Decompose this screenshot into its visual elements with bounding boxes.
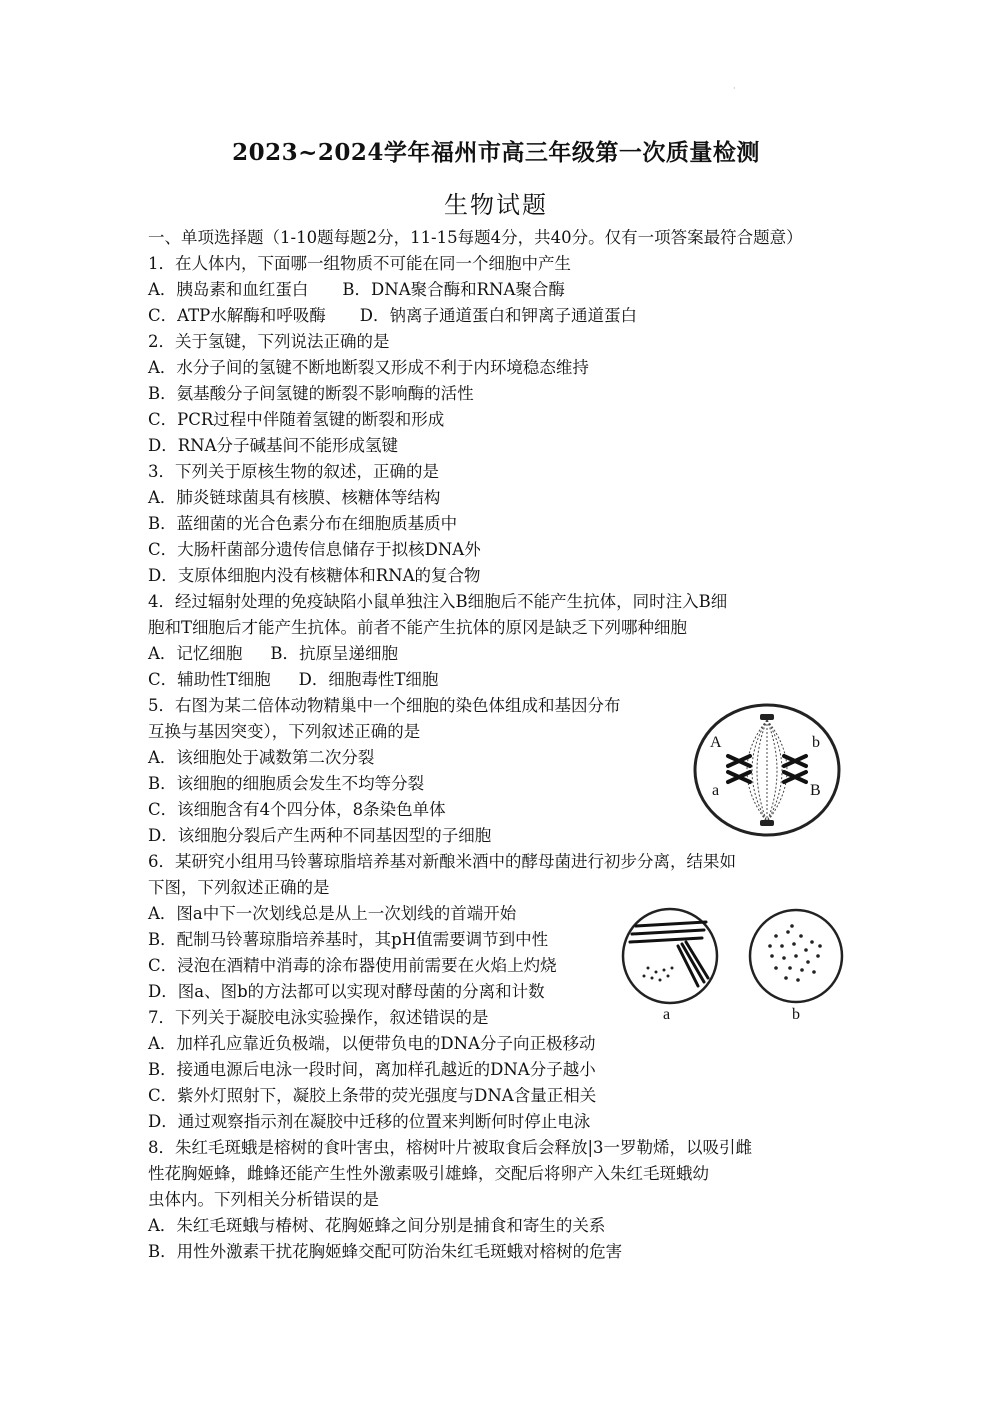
gene-label-B: B <box>810 782 821 799</box>
gene-label-a: a <box>712 782 720 799</box>
q4-options-cd <box>148 669 438 691</box>
q5-stem-line2: 互换与基因突变），下列叙述正确的是 <box>148 722 421 741</box>
q2-option-d: D．RNA分子碱基间不能形成氢键 <box>148 436 399 455</box>
q5-option-d: D．该细胞分裂后产生两种不同基因型的子细胞 <box>148 826 492 845</box>
q1-option-c: C．ATP水解酶和呼吸酶 <box>148 306 326 325</box>
q6-stem-line2: 下图，下列叙述正确的是 <box>148 878 330 897</box>
spread-plate-figure <box>746 906 846 1006</box>
q3-option-d: D．支原体细胞内没有核糖体和RNA的复合物 <box>148 566 481 585</box>
gene-label-A: A <box>710 734 722 751</box>
q1-option-b: B．DNA聚合酶和RNA聚合酶 <box>342 280 565 299</box>
q7-option-b: B．接通电源后电泳一段时间，离加样孔越近的DNA分子越小 <box>148 1060 596 1079</box>
streak-plate-figure <box>618 906 722 1006</box>
figure-a-label: a <box>663 1006 671 1023</box>
q4-option-a: A．记忆细胞 <box>148 644 243 663</box>
q1-option-d: D．钠离子通道蛋白和钾离子通道蛋白 <box>359 306 637 325</box>
q6-option-a: A．图a中下一次划线总是从上一次划线的首端开始 <box>148 904 517 923</box>
q8-option-a: A．朱红毛斑蛾与椿树、花胸姬蜂之间分别是捕食和寄生的关系 <box>148 1216 606 1235</box>
q6-option-d: D．图a、图b的方法都可以实现对酵母菌的分离和计数 <box>148 982 545 1001</box>
exam-title: 2023~2024学年福州市高三年级第一次质量检测 <box>232 139 760 166</box>
cell-division-drawing <box>692 702 842 838</box>
q2-stem: 2．关于氢键，下列说法正确的是 <box>148 332 390 351</box>
q8-stem-line1: 8．朱红毛斑蛾是榕树的食叶害虫，榕树叶片被取食后会释放|3一罗勒烯，以吸引雌 <box>148 1138 753 1157</box>
q8-stem-line2: 性花胸姬蜂，雌蜂还能产生性外激素吸引雄蜂，交配后将卵产入朱红毛斑蛾幼 <box>148 1164 709 1183</box>
q8-option-b: B．用性外激素干扰花胸姬蜂交配可防治朱红毛斑蛾对榕树的危害 <box>148 1242 623 1261</box>
q7-option-c: C．紫外灯照射下，凝胶上条带的荧光强度与DNA含量正相关 <box>148 1086 597 1105</box>
q5-option-c: C．该细胞含有4个四分体，8条染色单体 <box>148 800 446 819</box>
gene-label-b: b <box>812 734 820 751</box>
q5-option-b: B．该细胞的细胞质会发生不均等分裂 <box>148 774 425 793</box>
streak-plate-drawing <box>618 906 722 1006</box>
q8-stem-line3: 虫体内。下列相关分析错误的是 <box>148 1190 379 1209</box>
q3-option-c: C．大肠杆菌部分遗传信息储存于拟核DNA外 <box>148 540 481 559</box>
q4-options-ab <box>148 643 398 665</box>
exam-subtitle: 生物试题 <box>444 191 548 219</box>
q1-options-cd <box>148 305 637 327</box>
q4-option-b: B．抗原呈递细胞 <box>270 644 399 663</box>
q2-option-b: B．氨基酸分子间氢键的断裂不影响酶的活性 <box>148 384 474 403</box>
q3-option-a: A．肺炎链球菌具有核膜、核糖体等结构 <box>148 488 441 507</box>
q7-stem: 7．下列关于凝胶电泳实验操作，叙述错误的是 <box>148 1008 489 1027</box>
q4-option-c: C．辅助性T细胞 <box>148 670 271 689</box>
q4-stem-line2: 胞和T细胞后才能产生抗体。前者不能产生抗体的原冈是缺乏下列哪种细胞 <box>148 618 688 637</box>
q3-option-b: B．蓝细菌的光合色素分布在细胞质基质中 <box>148 514 458 533</box>
q4-option-d: D．细胞毒性T细胞 <box>298 670 439 689</box>
q1-option-a: A．胰岛素和血红蛋白 <box>148 280 309 299</box>
q7-option-d: D．通过观察指示剂在凝胶中迁移的位置来判断何时停止电泳 <box>148 1112 591 1131</box>
q1-options-ab <box>148 279 565 301</box>
q2-option-c: C．PCR过程中伴随着氢键的断裂和形成 <box>148 410 445 429</box>
scan-dot: · <box>733 84 736 93</box>
q4-stem-line1: 4．经过辐射处理的免疫缺陷小鼠单独注入B细胞后不能产生抗体，同时注入B细 <box>148 592 728 611</box>
q3-stem: 3．下列关于原核生物的叙述，正确的是 <box>148 462 439 481</box>
figure-b-label: b <box>792 1006 800 1023</box>
q6-option-c: C．浸泡在酒精中消毒的涂布器使用前需要在火焰上灼烧 <box>148 956 557 975</box>
section-heading: 一、单项选择题（1-10题每题2分，11-15每题4分，共40分。仅有一项答案最符合题意） <box>148 228 803 247</box>
q1-stem: 1．在人体内，下面哪一组物质不可能在同一个细胞中产生 <box>148 254 571 273</box>
q5-option-a: A．该细胞处于减数第二次分裂 <box>148 748 375 767</box>
q5-stem-line1: 5．右图为某二倍体动物精巢中一个细胞的染色体组成和基因分布 <box>148 696 621 715</box>
q6-stem-line1: 6．某研究小组用马铃薯琼脂培养基对新酿米酒中的酵母菌进行初步分离，结果如 <box>148 852 736 871</box>
q7-option-a: A．加样孔应靠近负极端，以便带负电的DNA分子向正极移动 <box>148 1034 596 1053</box>
cell-division-figure <box>692 702 842 838</box>
spread-plate-drawing <box>746 906 846 1006</box>
q6-option-b: B．配制马铃薯琼脂培养基时，其pH值需要调节到中性 <box>148 930 549 949</box>
q2-option-a: A．水分子间的氢键不断地断裂又形成不利于内环境稳态维持 <box>148 358 589 377</box>
